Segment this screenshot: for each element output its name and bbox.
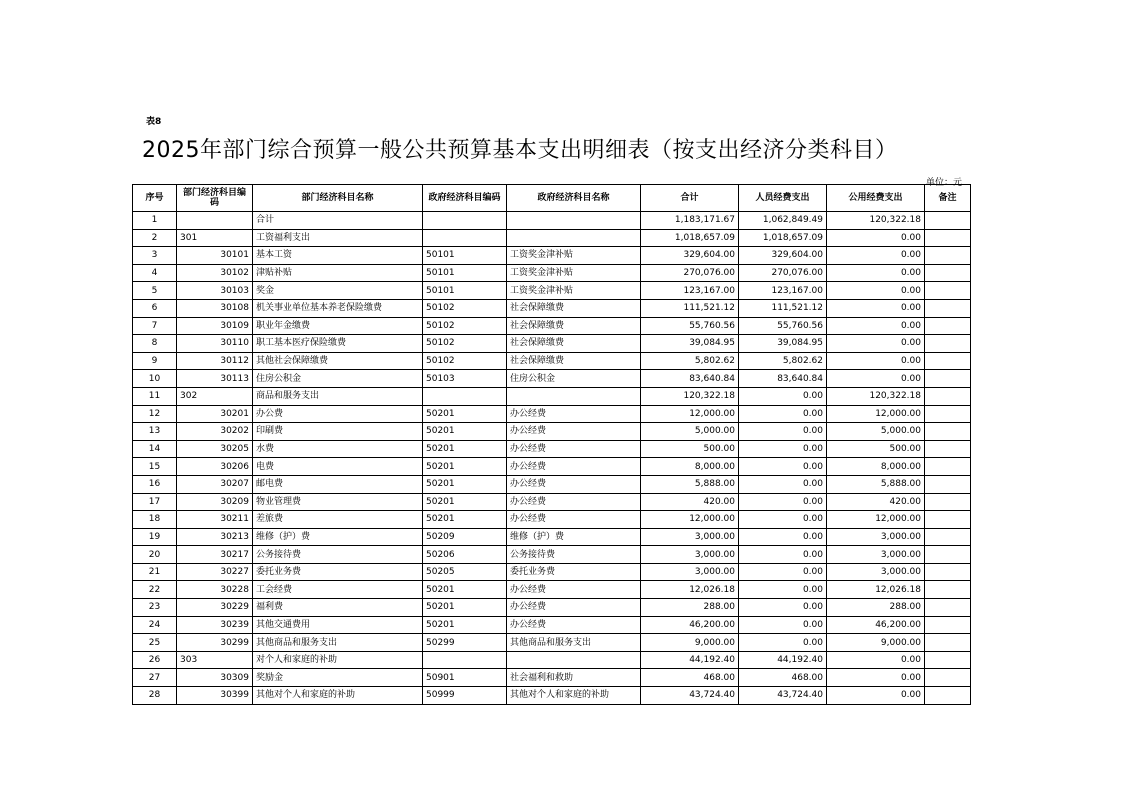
cell-seq: 7 [133,317,177,335]
cell-public: 0.00 [827,669,925,687]
cell-remark [925,563,971,581]
cell-gov-name: 社会保障缴费 [507,335,641,353]
cell-personnel: 0.00 [739,405,827,423]
cell-total: 120,322.18 [641,387,739,405]
cell-public: 5,888.00 [827,475,925,493]
table-row [133,440,971,458]
cell-gov-name: 工资奖金津补贴 [507,264,641,282]
table-row [133,475,971,493]
cell-public: 0.00 [827,282,925,300]
table-row [133,387,971,405]
cell-seq: 9 [133,352,177,370]
cell-public: 0.00 [827,370,925,388]
cell-gov-name: 办公经费 [507,458,641,476]
cell-remark [925,687,971,705]
cell-total: 111,521.12 [641,299,739,317]
cell-gov-code: 50201 [423,616,507,634]
table-row [133,634,971,652]
table-row [133,563,971,581]
table-body [133,212,971,705]
cell-seq: 24 [133,616,177,634]
cell-personnel: 329,604.00 [739,247,827,265]
cell-total: 329,604.00 [641,247,739,265]
cell-gov-code: 50201 [423,405,507,423]
cell-dept-code: 30399 [177,687,253,705]
header-total: 合计 [641,185,739,212]
cell-dept-name: 其他社会保障缴费 [253,352,423,370]
cell-remark [925,440,971,458]
cell-personnel: 0.00 [739,581,827,599]
cell-personnel: 1,018,657.09 [739,229,827,247]
cell-personnel: 0.00 [739,423,827,441]
cell-total: 1,183,171.67 [641,212,739,230]
cell-dept-code: 30110 [177,335,253,353]
cell-personnel: 0.00 [739,440,827,458]
cell-public: 0.00 [827,317,925,335]
cell-seq: 2 [133,229,177,247]
cell-dept-code: 30101 [177,247,253,265]
header-personnel: 人员经费支出 [739,185,827,212]
cell-dept-name: 差旅费 [253,511,423,529]
cell-total: 270,076.00 [641,264,739,282]
cell-personnel: 39,084.95 [739,335,827,353]
cell-personnel: 5,802.62 [739,352,827,370]
cell-gov-name: 办公经费 [507,581,641,599]
table-row [133,299,971,317]
cell-remark [925,370,971,388]
unit-label: 单位：元 [926,178,963,188]
header-dept-code: 部门经济科目编码 [177,185,253,212]
cell-gov-name: 办公经费 [507,475,641,493]
cell-gov-name: 办公经费 [507,599,641,617]
cell-dept-code: 30112 [177,352,253,370]
table-row [133,687,971,705]
header-remark: 备注 [925,185,971,212]
cell-dept-name: 其他交通费用 [253,616,423,634]
cell-personnel: 43,724.40 [739,687,827,705]
cell-gov-code: 50201 [423,511,507,529]
table-row [133,528,971,546]
cell-personnel: 0.00 [739,511,827,529]
cell-public: 3,000.00 [827,528,925,546]
cell-personnel: 44,192.40 [739,651,827,669]
cell-seq: 26 [133,651,177,669]
cell-public: 8,000.00 [827,458,925,476]
cell-remark [925,405,971,423]
cell-remark [925,599,971,617]
cell-dept-name: 基本工资 [253,247,423,265]
header-seq: 序号 [133,185,177,212]
cell-gov-code: 50201 [423,458,507,476]
cell-public: 46,200.00 [827,616,925,634]
cell-gov-code: 50299 [423,634,507,652]
cell-personnel: 111,521.12 [739,299,827,317]
cell-gov-code: 50901 [423,669,507,687]
cell-dept-code: 30108 [177,299,253,317]
cell-dept-code: 30205 [177,440,253,458]
cell-gov-name: 办公经费 [507,511,641,529]
cell-dept-code [177,212,253,230]
cell-seq: 13 [133,423,177,441]
cell-public: 0.00 [827,335,925,353]
cell-gov-name [507,229,641,247]
cell-public: 5,000.00 [827,423,925,441]
cell-total: 44,192.40 [641,651,739,669]
cell-public: 0.00 [827,352,925,370]
cell-dept-code: 30229 [177,599,253,617]
cell-total: 39,084.95 [641,335,739,353]
cell-seq: 10 [133,370,177,388]
cell-gov-name: 其他对个人和家庭的补助 [507,687,641,705]
cell-dept-name: 奖励金 [253,669,423,687]
cell-total: 55,760.56 [641,317,739,335]
cell-gov-name: 维修（护）费 [507,528,641,546]
cell-personnel: 0.00 [739,493,827,511]
cell-dept-name: 邮电费 [253,475,423,493]
cell-seq: 28 [133,687,177,705]
cell-personnel: 270,076.00 [739,264,827,282]
cell-remark [925,651,971,669]
cell-total: 46,200.00 [641,616,739,634]
cell-dept-code: 30227 [177,563,253,581]
cell-total: 5,802.62 [641,352,739,370]
cell-remark [925,669,971,687]
cell-gov-name: 办公经费 [507,616,641,634]
cell-dept-name: 对个人和家庭的补助 [253,651,423,669]
cell-dept-name: 商品和服务支出 [253,387,423,405]
cell-dept-code: 30202 [177,423,253,441]
cell-seq: 23 [133,599,177,617]
cell-total: 9,000.00 [641,634,739,652]
cell-dept-name: 办公费 [253,405,423,423]
table-row [133,317,971,335]
cell-dept-code: 30113 [177,370,253,388]
cell-dept-name: 工资福利支出 [253,229,423,247]
cell-gov-code [423,651,507,669]
page-title: 2025年部门综合预算一般公共预算基本支出明细表（按支出经济分类科目） [142,138,898,163]
cell-gov-name [507,212,641,230]
cell-public: 0.00 [827,299,925,317]
cell-seq: 8 [133,335,177,353]
cell-dept-name: 住房公积金 [253,370,423,388]
table-header-row [133,185,971,212]
cell-gov-name: 社会福利和救助 [507,669,641,687]
cell-remark [925,458,971,476]
cell-total: 83,640.84 [641,370,739,388]
header-public: 公用经费支出 [827,185,925,212]
cell-remark [925,317,971,335]
cell-total: 8,000.00 [641,458,739,476]
cell-total: 5,888.00 [641,475,739,493]
cell-gov-code: 50205 [423,563,507,581]
table-row [133,651,971,669]
cell-total: 500.00 [641,440,739,458]
cell-gov-name: 社会保障缴费 [507,299,641,317]
cell-gov-name: 工资奖金津补贴 [507,282,641,300]
table-row [133,247,971,265]
cell-dept-code: 30109 [177,317,253,335]
cell-dept-code: 30102 [177,264,253,282]
cell-remark [925,581,971,599]
cell-gov-name: 社会保障缴费 [507,352,641,370]
table-row [133,599,971,617]
cell-remark [925,616,971,634]
cell-seq: 3 [133,247,177,265]
cell-dept-name: 奖金 [253,282,423,300]
cell-gov-code: 50103 [423,370,507,388]
cell-seq: 25 [133,634,177,652]
cell-public: 3,000.00 [827,563,925,581]
table-row [133,511,971,529]
cell-dept-name: 合计 [253,212,423,230]
table-row [133,581,971,599]
table-row [133,405,971,423]
cell-personnel: 55,760.56 [739,317,827,335]
cell-remark [925,264,971,282]
cell-remark [925,634,971,652]
cell-personnel: 0.00 [739,387,827,405]
cell-gov-code: 50101 [423,247,507,265]
cell-remark [925,229,971,247]
cell-remark [925,212,971,230]
cell-personnel: 0.00 [739,475,827,493]
cell-personnel: 0.00 [739,599,827,617]
cell-seq: 1 [133,212,177,230]
cell-remark [925,299,971,317]
cell-seq: 5 [133,282,177,300]
table-row [133,212,971,230]
cell-dept-code: 30217 [177,546,253,564]
cell-seq: 11 [133,387,177,405]
cell-gov-name: 委托业务费 [507,563,641,581]
cell-total: 123,167.00 [641,282,739,300]
cell-dept-name: 其他商品和服务支出 [253,634,423,652]
cell-total: 3,000.00 [641,563,739,581]
cell-remark [925,247,971,265]
table-row [133,616,971,634]
cell-public: 3,000.00 [827,546,925,564]
header-dept-name: 部门经济科目名称 [253,185,423,212]
cell-dept-code: 30239 [177,616,253,634]
cell-dept-name: 津贴补贴 [253,264,423,282]
cell-seq: 12 [133,405,177,423]
cell-total: 3,000.00 [641,546,739,564]
table-row [133,458,971,476]
cell-dept-code: 30299 [177,634,253,652]
cell-dept-name: 其他对个人和家庭的补助 [253,687,423,705]
cell-public: 12,000.00 [827,511,925,529]
cell-gov-code: 50201 [423,493,507,511]
cell-seq: 6 [133,299,177,317]
cell-gov-code: 50999 [423,687,507,705]
cell-gov-code: 50101 [423,282,507,300]
cell-public: 12,000.00 [827,405,925,423]
cell-dept-name: 委托业务费 [253,563,423,581]
cell-gov-code: 50201 [423,440,507,458]
cell-dept-name: 物业管理费 [253,493,423,511]
table-row [133,352,971,370]
cell-personnel: 83,640.84 [739,370,827,388]
cell-gov-name: 公务接待费 [507,546,641,564]
cell-gov-name: 住房公积金 [507,370,641,388]
cell-gov-name: 办公经费 [507,493,641,511]
table-row [133,669,971,687]
cell-dept-code: 30201 [177,405,253,423]
cell-seq: 18 [133,511,177,529]
cell-gov-code: 50209 [423,528,507,546]
cell-seq: 19 [133,528,177,546]
cell-dept-code: 30213 [177,528,253,546]
header-gov-name: 政府经济科目名称 [507,185,641,212]
cell-dept-code: 303 [177,651,253,669]
cell-seq: 16 [133,475,177,493]
cell-personnel: 0.00 [739,528,827,546]
cell-public: 0.00 [827,229,925,247]
cell-gov-code: 50102 [423,335,507,353]
cell-remark [925,511,971,529]
cell-public: 288.00 [827,599,925,617]
cell-dept-name: 职工基本医疗保险缴费 [253,335,423,353]
cell-gov-code: 50101 [423,264,507,282]
cell-personnel: 1,062,849.49 [739,212,827,230]
cell-seq: 22 [133,581,177,599]
cell-personnel: 0.00 [739,563,827,581]
table-row [133,546,971,564]
cell-total: 5,000.00 [641,423,739,441]
cell-dept-name: 维修（护）费 [253,528,423,546]
cell-gov-name: 办公经费 [507,405,641,423]
table-row [133,493,971,511]
cell-dept-name: 水费 [253,440,423,458]
cell-gov-name: 工资奖金津补贴 [507,247,641,265]
cell-personnel: 0.00 [739,616,827,634]
cell-public: 120,322.18 [827,387,925,405]
cell-total: 12,000.00 [641,511,739,529]
cell-personnel: 0.00 [739,546,827,564]
cell-public: 0.00 [827,687,925,705]
cell-total: 1,018,657.09 [641,229,739,247]
cell-personnel: 468.00 [739,669,827,687]
cell-seq: 15 [133,458,177,476]
cell-gov-code: 50201 [423,599,507,617]
cell-gov-code: 50206 [423,546,507,564]
cell-gov-name: 办公经费 [507,440,641,458]
cell-total: 3,000.00 [641,528,739,546]
cell-dept-code: 301 [177,229,253,247]
cell-remark [925,282,971,300]
cell-gov-code: 50201 [423,581,507,599]
cell-dept-name: 机关事业单位基本养老保险缴费 [253,299,423,317]
cell-remark [925,352,971,370]
cell-seq: 17 [133,493,177,511]
cell-remark [925,546,971,564]
cell-remark [925,475,971,493]
table-row [133,370,971,388]
cell-personnel: 0.00 [739,458,827,476]
cell-seq: 21 [133,563,177,581]
table-row [133,335,971,353]
cell-gov-code [423,387,507,405]
cell-remark [925,493,971,511]
cell-gov-code: 50201 [423,423,507,441]
table-row [133,229,971,247]
cell-seq: 27 [133,669,177,687]
cell-dept-name: 工会经费 [253,581,423,599]
cell-dept-name: 公务接待费 [253,546,423,564]
cell-dept-name: 福利费 [253,599,423,617]
cell-remark [925,423,971,441]
table-tag: 表8 [146,117,162,127]
cell-remark [925,335,971,353]
table-row [133,423,971,441]
cell-gov-code: 50102 [423,317,507,335]
cell-gov-code: 50102 [423,352,507,370]
table-row [133,264,971,282]
cell-dept-name: 印刷费 [253,423,423,441]
cell-total: 12,000.00 [641,405,739,423]
cell-remark [925,387,971,405]
cell-gov-name: 办公经费 [507,423,641,441]
cell-dept-code: 302 [177,387,253,405]
cell-remark [925,528,971,546]
cell-dept-code: 30211 [177,511,253,529]
cell-gov-name [507,651,641,669]
cell-dept-name: 电费 [253,458,423,476]
cell-gov-name: 社会保障缴费 [507,317,641,335]
cell-seq: 4 [133,264,177,282]
cell-public: 500.00 [827,440,925,458]
cell-dept-code: 30209 [177,493,253,511]
cell-public: 9,000.00 [827,634,925,652]
cell-seq: 14 [133,440,177,458]
cell-gov-code [423,212,507,230]
cell-total: 12,026.18 [641,581,739,599]
table-row [133,282,971,300]
cell-dept-name: 职业年金缴费 [253,317,423,335]
cell-gov-code [423,229,507,247]
budget-table [132,184,971,705]
cell-public: 120,322.18 [827,212,925,230]
cell-personnel: 123,167.00 [739,282,827,300]
cell-gov-code: 50201 [423,475,507,493]
cell-gov-code: 50102 [423,299,507,317]
cell-gov-name: 其他商品和服务支出 [507,634,641,652]
cell-public: 0.00 [827,264,925,282]
cell-public: 12,026.18 [827,581,925,599]
header-gov-code: 政府经济科目编码 [423,185,507,212]
cell-public: 420.00 [827,493,925,511]
cell-dept-code: 30228 [177,581,253,599]
cell-total: 288.00 [641,599,739,617]
cell-gov-name [507,387,641,405]
cell-dept-code: 30207 [177,475,253,493]
cell-dept-code: 30309 [177,669,253,687]
cell-dept-code: 30206 [177,458,253,476]
cell-dept-code: 30103 [177,282,253,300]
cell-seq: 20 [133,546,177,564]
cell-total: 420.00 [641,493,739,511]
cell-total: 43,724.40 [641,687,739,705]
cell-public: 0.00 [827,651,925,669]
cell-public: 0.00 [827,247,925,265]
cell-total: 468.00 [641,669,739,687]
cell-personnel: 0.00 [739,634,827,652]
